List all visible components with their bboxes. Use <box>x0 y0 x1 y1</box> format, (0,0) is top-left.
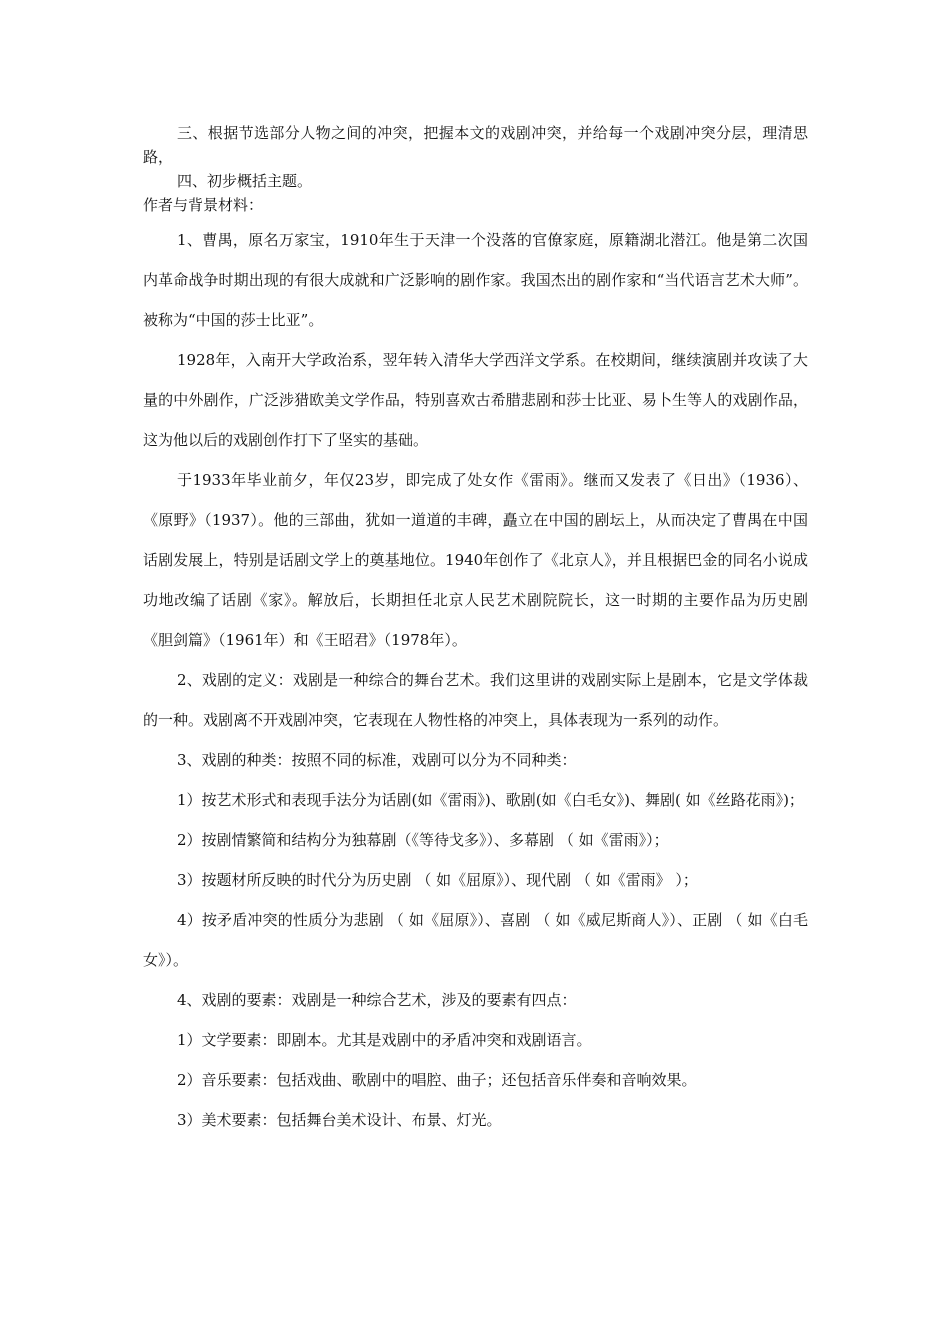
list-item-type-conflict: 4）按矛盾冲突的性质分为悲剧 （ 如《屈原》）、喜剧 （ 如《威尼斯商人》）、正剧 （ 如《白毛女》）。 <box>143 911 808 969</box>
paragraph-author-intro: 1、曹禺，原名万家宝，1910年生于天津一个没落的官僚家庭，原籍湖北潜江。他是第二次国内革命战争时期出现的有很大成就和广泛影响的剧作家。我国杰出的剧作家和“当代语言艺术大师”。被称为“中国的莎士比亚”。 <box>143 231 808 329</box>
paragraph-task-four: 四、初步概括主题。 <box>177 172 313 190</box>
list-item-type-form: 1）按艺术形式和表现手法分为话剧(如《雷雨》)、歌剧(如《白毛女》)、舞剧( 如《丝路花雨》)； <box>177 791 804 809</box>
paragraph-education: 1928年，入南开大学政治系，翌年转入清华大学西洋文学系。在校期间，继续演剧并攻读了大量的中外剧作，广泛涉猎欧美文学作品，特别喜欢古希腊悲剧和莎士比亚、易卜生等人的戏剧作品，这为他以后的戏剧创作打下了坚实的基础。 <box>143 351 808 449</box>
paragraph-works: 于1933年毕业前夕，年仅23岁，即完成了处女作《雷雨》。继而又发表了《日出》（1936）、《原野》（1937）。他的三部曲，犹如一道道的丰碑，矗立在中国的剧坛上，从而决定了曹禺在中国话剧发展上，特别是话剧文学上的奠基地位。1940年创作了《北京人》，并且根据巴金的同名小说成功地改编了话剧《家》。解放后，长期担任北京人民艺术剧院院长，这一时期的主要作品为历史剧《胆剑篇》（1961年）和《王昭君》（1978年）。 <box>143 471 808 649</box>
paragraph-drama-definition: 2、戏剧的定义：戏剧是一种综合的舞台艺术。我们这里讲的戏剧实际上是剧本，它是文学体裁的一种。戏剧离不开戏剧冲突，它表现在人物性格的冲突上，具体表现为一系列的动作。 <box>143 671 808 729</box>
list-item-element-music: 2）音乐要素：包括戏曲、歌剧中的唱腔、曲子；还包括音乐伴奏和音响效果。 <box>177 1071 697 1089</box>
list-item-type-era: 3）按题材所反映的时代分为历史剧 （ 如《屈原》）、现代剧 （ 如《雷雨》 ）； <box>177 871 698 889</box>
section-heading-author-background: 作者与背景材料： <box>143 196 264 214</box>
paragraph-drama-elements: 4、戏剧的要素：戏剧是一种综合艺术，涉及的要素有四点： <box>177 991 577 1009</box>
list-item-type-structure: 2）按剧情繁简和结构分为独幕剧（《等待戈多》）、多幕剧 （ 如《雷雨》）； <box>177 831 669 849</box>
paragraph-task-three: 三、根据节选部分人物之间的冲突，把握本文的戏剧冲突，并给每一个戏剧冲突分层，理清思路， <box>143 124 808 166</box>
list-item-element-literature: 1）文学要素：即剧本。尤其是戏剧中的矛盾冲突和戏剧语言。 <box>177 1031 592 1049</box>
list-item-element-art: 3）美术要素：包括舞台美术设计、布景、灯光。 <box>177 1111 502 1129</box>
document-body <box>143 121 808 1140</box>
paragraph-drama-types: 3、戏剧的种类：按照不同的标准，戏剧可以分为不同种类： <box>177 751 577 769</box>
